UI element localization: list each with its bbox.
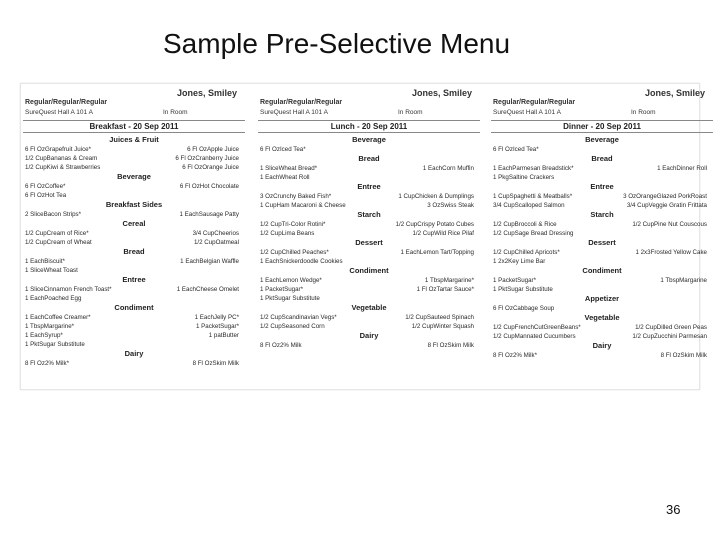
menu-item-row — [258, 173, 480, 182]
menu-item-row — [23, 145, 245, 154]
category-heading: Condiment — [349, 266, 389, 275]
menu-item-row — [258, 285, 480, 294]
menu-item-row — [23, 294, 245, 303]
menu-item-row — [491, 323, 713, 332]
menu-item-right: 1 TbspMargarine — [660, 277, 707, 284]
menu-item-left: 1 2x2Key Lime Bar — [493, 258, 546, 265]
menu-item-left: 1 PktSugar Substitute — [493, 286, 553, 293]
menu-item-left: 1/2 CupKiwi & Strawberries — [25, 164, 101, 171]
menu-item-row — [491, 220, 713, 229]
lunch-menu-column — [258, 87, 480, 385]
category-heading: Starch — [357, 210, 381, 219]
menu-item-left: 1/2 CupMannated Cucumbers — [493, 333, 576, 340]
category-heading: Entree — [122, 275, 146, 284]
category-heading: Appetizer — [584, 294, 620, 303]
menu-item-left: 1 CupSpaghetti & Meatballs* — [493, 193, 573, 200]
diet-order: Regular/Regular/Regular — [260, 99, 343, 106]
category-heading: Dessert — [355, 238, 383, 247]
menu-item-row — [23, 229, 245, 238]
menu-item-left: 1 SliceCinnamon French Toast* — [25, 286, 112, 293]
menu-sheet — [20, 83, 707, 390]
menu-item-left: 1/2 CupSeasoned Corn — [260, 323, 325, 330]
patient-location: SureQuest Hall A 101 A — [493, 109, 561, 116]
menu-item-row — [258, 229, 480, 238]
menu-item-right: 1 EachCorn Muffin — [422, 165, 474, 172]
menu-item-right: 3 OzOrangeGlazed PorkRoast — [623, 193, 707, 200]
menu-item-row — [23, 322, 245, 331]
meal-title: Dinner - 20 Sep 2011 — [491, 120, 713, 133]
menu-item-left: 1/2 CupBananas & Cream — [25, 155, 98, 162]
menu-item-row — [23, 191, 245, 200]
menu-item-row — [23, 359, 245, 368]
menu-item-row — [491, 192, 713, 201]
menu-item-left: 6 Fl OzHot Tea — [25, 192, 67, 199]
menu-item-left: 3/4 CupScalloped Salmon — [493, 202, 565, 209]
menu-item-row — [258, 192, 480, 201]
menu-item-right: 1 EachLemon Tart/Topping — [400, 249, 474, 256]
menu-item-row — [258, 276, 480, 285]
menu-item-left: 1 PacketSugar* — [493, 277, 536, 284]
patient-name: Jones, Smiley — [176, 88, 237, 98]
menu-item-left: 1/2 CupCream of Wheat — [25, 239, 92, 246]
category-heading: Breakfast Sides — [105, 200, 163, 209]
menu-item-row — [258, 294, 480, 303]
menu-item-right: 1/2 CupWild Rice Pilaf — [412, 230, 474, 237]
menu-item-left: 1 PkgSaltine Crackers — [493, 174, 555, 181]
menu-item-left: 1/2 CupTri-Color Rotini* — [260, 221, 326, 228]
menu-item-right: 3/4 CupCheerios — [192, 230, 239, 237]
menu-item-left: 1 EachSyrup* — [25, 332, 63, 339]
slide-title: Sample Pre-Selective Menu — [163, 28, 511, 59]
menu-item-left: 2 SliceBacon Strips* — [25, 211, 82, 218]
category-heading: Bread — [123, 247, 145, 256]
patient-name: Jones, Smiley — [644, 88, 705, 98]
menu-item-row — [23, 238, 245, 247]
menu-item-row — [491, 164, 713, 173]
menu-header — [258, 87, 480, 120]
menu-header — [23, 87, 245, 120]
diet-order: Regular/Regular/Regular — [25, 99, 108, 106]
menu-item-right: 3 OzSwiss Steak — [427, 202, 474, 209]
menu-item-row — [491, 332, 713, 341]
patient-name: Jones, Smiley — [411, 88, 472, 98]
menu-item-left: 1/2 CupChilled Apricots* — [493, 249, 560, 256]
patient-location: SureQuest Hall A 101 A — [260, 109, 328, 116]
menu-item-right: 1 PacketSugar* — [196, 323, 239, 330]
menu-item-left: 1/2 CupFrenchCutGreenBeans* — [493, 324, 581, 331]
menu-item-row — [491, 173, 713, 182]
menu-item-left: 1 EachWheat Roll — [260, 174, 310, 181]
category-heading: Beverage — [585, 135, 619, 144]
menu-item-left: 1 PacketSugar* — [260, 286, 303, 293]
menu-item-right: 6 Fl OzApple Juice — [187, 146, 239, 153]
menu-item-row — [491, 276, 713, 285]
menu-item-left: 1 SliceWheat Bread* — [260, 165, 318, 172]
meal-title: Breakfast - 20 Sep 2011 — [23, 120, 245, 133]
category-heading: Dessert — [588, 238, 616, 247]
breakfast-menu-column — [23, 87, 245, 385]
menu-item-right: 1/2 CupCrispy Potato Cubes — [395, 221, 474, 228]
service-location: In Room — [398, 109, 423, 116]
menu-item-right: 1 Fl OzTartar Sauce* — [416, 286, 474, 293]
menu-item-left: 6 Fl OzGrapefruit Juice* — [25, 146, 92, 153]
menu-item-row — [258, 313, 480, 322]
meal-title: Lunch - 20 Sep 2011 — [258, 120, 480, 133]
category-heading: Beverage — [352, 135, 386, 144]
menu-item-left: 1 CupHam Macaroni & Cheese — [260, 202, 346, 209]
menu-item-left: 1 EachParmesan Breadstick* — [493, 165, 574, 172]
menu-item-row — [258, 341, 480, 350]
menu-item-right: 1/2 CupPine Nut Couscous — [632, 221, 707, 228]
menu-item-right: 1 patButter — [208, 332, 239, 339]
menu-item-left: 6 Fl OzIced Tea* — [493, 146, 539, 153]
menu-item-row — [258, 201, 480, 210]
menu-item-right: 1 CupChicken & Dumplings — [398, 193, 474, 200]
menu-item-left: 1/2 CupSage Bread Dressing — [493, 230, 574, 237]
menu-item-left: 1/2 CupLima Beans — [260, 230, 315, 237]
menu-item-right: 1 EachSausage Patty — [179, 211, 239, 218]
menu-item-row — [491, 248, 713, 257]
category-heading: Juices & Fruit — [109, 135, 159, 144]
category-heading: Starch — [590, 210, 614, 219]
menu-item-right: 1/2 CupSauteed Spinach — [405, 314, 474, 321]
menu-item-right: 1/2 CupWinter Squash — [411, 323, 474, 330]
menu-item-left: 1/2 CupBroccoli & Rice — [493, 221, 557, 228]
category-heading: Cereal — [122, 219, 146, 228]
menu-item-left: 6 Fl OzCabbage Soup — [493, 305, 555, 312]
menu-item-left: 6 Fl OzCoffee* — [25, 183, 66, 190]
patient-location: SureQuest Hall A 101 A — [25, 109, 93, 116]
menu-item-row — [23, 210, 245, 219]
dinner-menu-column — [491, 87, 713, 385]
category-heading: Dairy — [359, 331, 379, 340]
menu-item-left: 1 TbspMargarine* — [25, 323, 75, 330]
menu-item-left: 1 EachCoffee Creamer* — [25, 314, 91, 321]
category-heading: Dairy — [592, 341, 612, 350]
menu-item-row — [491, 145, 713, 154]
menu-item-left: 3 OzCrunchy Baked Fish* — [260, 193, 332, 200]
category-heading: Dairy — [124, 349, 144, 358]
menu-item-right: 1 EachBelgian Waffle — [180, 258, 239, 265]
category-heading: Bread — [591, 154, 613, 163]
menu-item-row — [23, 266, 245, 275]
menu-item-right: 8 Fl OzSkim Milk — [427, 342, 474, 349]
menu-item-row — [23, 285, 245, 294]
menu-item-row — [23, 340, 245, 349]
menu-item-right: 1 TbspMargarine* — [424, 277, 474, 284]
category-heading: Condiment — [114, 303, 154, 312]
menu-item-row — [23, 182, 245, 191]
menu-item-row — [23, 313, 245, 322]
category-heading: Entree — [590, 182, 614, 191]
menu-item-right: 1 EachJelly PC* — [194, 314, 239, 321]
menu-item-row — [258, 220, 480, 229]
menu-item-row — [23, 154, 245, 163]
category-heading: Beverage — [117, 172, 151, 181]
menu-item-row — [491, 285, 713, 294]
menu-item-right: 1 EachDinner Roll — [657, 165, 707, 172]
menu-item-row — [258, 248, 480, 257]
menu-item-row — [258, 257, 480, 266]
menu-header — [491, 87, 713, 120]
menu-item-left: 1/2 CupCream of Rice* — [25, 230, 89, 237]
menu-item-left: 8 Fl Oz2% Milk — [260, 342, 302, 349]
menu-item-row — [491, 229, 713, 238]
menu-item-right: 8 Fl OzSkim Milk — [660, 352, 707, 359]
service-location: In Room — [631, 109, 656, 116]
menu-item-left: 8 Fl Oz2% Milk* — [25, 360, 70, 367]
menu-item-left: 1/2 CupScandinavian Vegs* — [260, 314, 337, 321]
category-heading: Vegetable — [584, 313, 620, 322]
menu-item-row — [491, 201, 713, 210]
menu-item-right: 8 Fl OzSkim Milk — [192, 360, 239, 367]
category-heading: Vegetable — [351, 303, 387, 312]
menu-item-left: 1 EachLemon Wedge* — [260, 277, 322, 284]
menu-item-row — [23, 257, 245, 266]
menu-item-left: 1 EachBiscuit* — [25, 258, 65, 265]
menu-item-left: 8 Fl Oz2% Milk* — [493, 352, 538, 359]
page-number: 36 — [666, 502, 681, 517]
category-heading: Entree — [357, 182, 381, 191]
menu-item-left: 1 PktSugar Substitute — [25, 341, 85, 348]
category-heading: Bread — [358, 154, 380, 163]
menu-item-row — [491, 304, 713, 313]
menu-item-row — [23, 331, 245, 340]
menu-item-left: 1 EachPoached Egg — [25, 295, 82, 302]
menu-item-right: 3/4 CupVeggie Gratin Frittata — [626, 202, 707, 209]
menu-item-left: 1/2 CupChilled Peaches* — [260, 249, 329, 256]
menu-item-right: 1 2x3Frosted Yellow Cake — [635, 249, 707, 256]
diet-order: Regular/Regular/Regular — [493, 99, 576, 106]
menu-item-row — [491, 257, 713, 266]
menu-item-right: 6 Fl OzHot Chocolate — [179, 183, 239, 190]
menu-item-left: 6 Fl OzIced Tea* — [260, 146, 306, 153]
menu-item-right: 1/2 CupZucchini Parmesan — [632, 333, 707, 340]
menu-item-row — [23, 163, 245, 172]
menu-item-left: 1 SliceWheat Toast — [25, 267, 78, 274]
menu-item-right: 1/2 CupDilled Green Peas — [635, 324, 707, 331]
menu-item-row — [258, 322, 480, 331]
menu-item-right: 6 Fl OzOrange Juice — [182, 164, 239, 171]
menu-item-right: 1/2 CupOatmeal — [193, 239, 239, 246]
menu-item-right: 6 Fl OzCranberry Juice — [175, 155, 239, 162]
menu-item-row — [258, 145, 480, 154]
category-heading: Condiment — [582, 266, 622, 275]
menu-item-left: 1 EachSnickerdoodle Cookies — [260, 258, 343, 265]
menu-item-right: 1 EachCheese Omelet — [176, 286, 239, 293]
menu-item-row — [491, 351, 713, 360]
service-location: In Room — [163, 109, 188, 116]
menu-item-left: 1 PktSugar Substitute — [260, 295, 320, 302]
menu-item-row — [258, 164, 480, 173]
